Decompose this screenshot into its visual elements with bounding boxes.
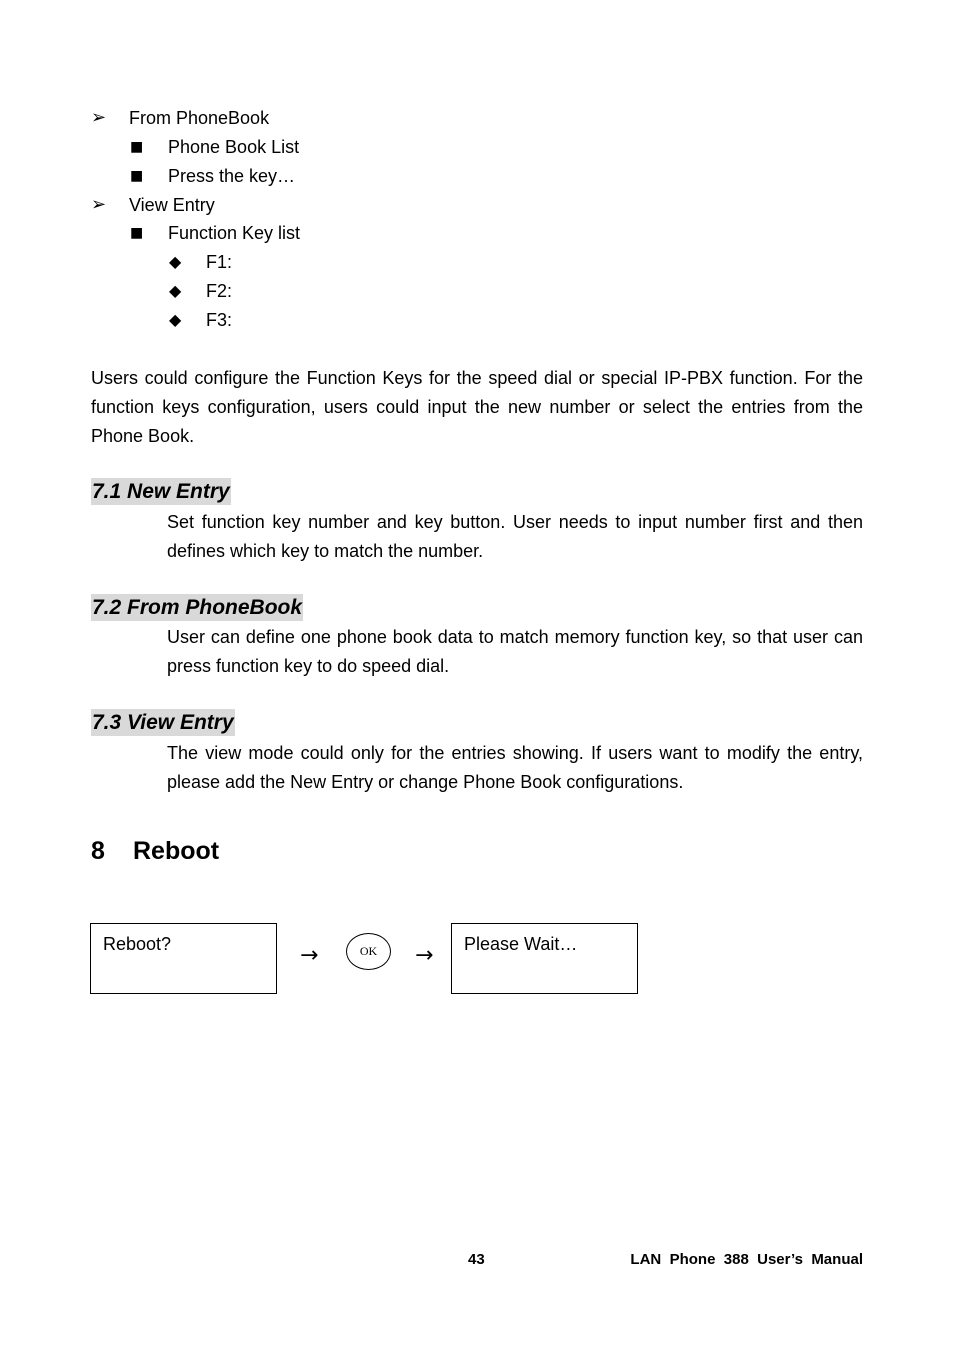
diamond-bullet-icon: ◆ [169, 281, 182, 300]
page-number: 43 [468, 1251, 485, 1268]
list-item: Press the key… [168, 166, 296, 186]
square-bullet-icon: ■ [130, 225, 144, 241]
section-heading: 7.2 From PhoneBook [92, 596, 303, 619]
arrow-bullet-icon: ➢ [91, 107, 107, 128]
square-bullet-icon: ■ [130, 168, 144, 184]
manual-title [630, 1250, 863, 1270]
section-body: The view mode could only for the entries showing. If users want to modify the entry, please add the New Entry or change Phone Book configurations. [167, 743, 863, 792]
list-item: F3: [206, 310, 233, 330]
square-bullet-icon: ■ [130, 139, 144, 155]
list-item: Function Key list [168, 223, 301, 243]
list-item: View Entry [129, 195, 215, 215]
manual-title-text: LAN Phone 388 User’s Manual [630, 1251, 863, 1268]
section-body: User can define one phone book data to match memory function key, so that user can press function key to do speed dial. [167, 627, 863, 676]
lcd-text: Please Wait… [464, 934, 578, 954]
section-body: Set function key number and key button. User needs to input number first and then defines which key to match the number. [167, 512, 863, 561]
list-item: From PhoneBook [129, 108, 270, 128]
section-heading: 7.1 New Entry [92, 480, 230, 503]
ok-key-label: OK [359, 944, 378, 958]
chapter-title: Reboot [133, 837, 220, 865]
list-item: F2: [206, 281, 233, 301]
lcd-text: Reboot? [103, 934, 172, 954]
lcd-screen-reboot [90, 923, 277, 994]
right-arrow-icon: → [300, 943, 319, 968]
right-arrow-icon: → [415, 943, 434, 968]
list-item: F1: [206, 252, 233, 272]
list-item: Phone Book List [168, 137, 300, 157]
section-heading: 7.3 View Entry [92, 711, 234, 734]
lcd-screen-please-wait [451, 923, 638, 994]
chapter-number: 8 [91, 837, 105, 865]
diamond-bullet-icon: ◆ [169, 252, 182, 271]
diamond-bullet-icon: ◆ [169, 310, 182, 329]
intro-paragraph: Users could configure the Function Keys for the speed dial or special IP-PBX function. For the function keys configuration, users could input the new number or select the entries from the Phone Book. [91, 368, 863, 446]
arrow-bullet-icon: ➢ [91, 194, 107, 215]
ok-key-icon [346, 933, 391, 970]
